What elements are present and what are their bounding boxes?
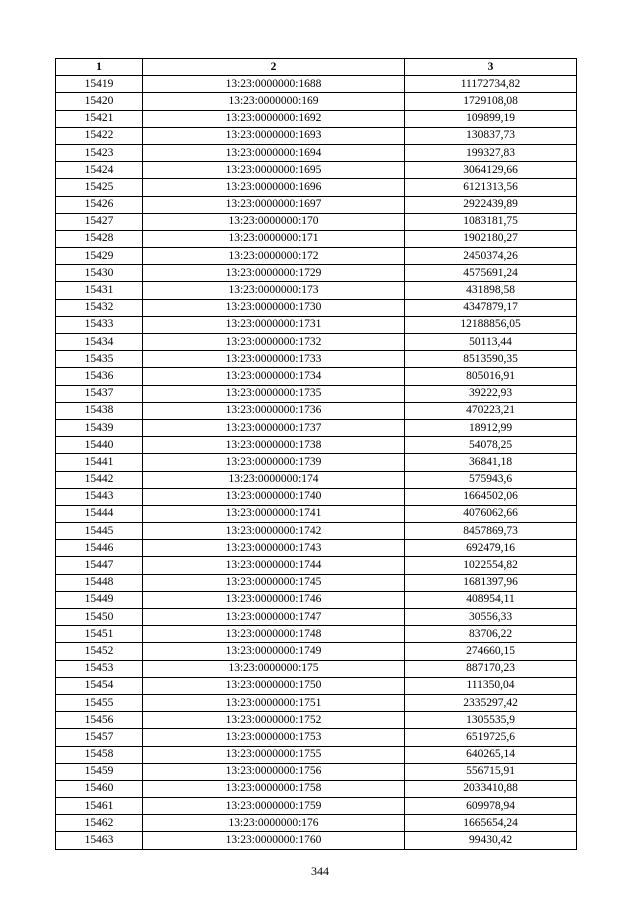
row-number-cell: 15463 [56, 832, 143, 849]
cadastral-number-cell: 13:23:0000000:1758 [143, 780, 405, 797]
row-number-cell: 15437 [56, 385, 143, 402]
row-number-cell: 15424 [56, 162, 143, 179]
cadastral-number-cell: 13:23:0000000:1759 [143, 798, 405, 815]
row-number-cell: 15455 [56, 694, 143, 711]
cadastral-number-cell: 13:23:0000000:1730 [143, 299, 405, 316]
value-cell: 2450374,26 [405, 248, 577, 265]
value-cell: 18912,99 [405, 419, 577, 436]
row-number-cell: 15451 [56, 626, 143, 643]
row-number-cell: 15442 [56, 471, 143, 488]
table-row [56, 299, 577, 316]
row-number-cell: 15435 [56, 351, 143, 368]
table-row [56, 282, 577, 299]
cadastral-number-cell: 13:23:0000000:171 [143, 230, 405, 247]
value-cell: 805016,91 [405, 368, 577, 385]
table-row [56, 402, 577, 419]
value-cell: 83706,22 [405, 626, 577, 643]
value-cell: 2033410,88 [405, 780, 577, 797]
value-cell: 2335297,42 [405, 694, 577, 711]
table-row [56, 626, 577, 643]
value-cell: 99430,42 [405, 832, 577, 849]
row-number-cell: 15448 [56, 574, 143, 591]
table-row [56, 609, 577, 626]
cadastral-number-cell: 13:23:0000000:1738 [143, 437, 405, 454]
table-row [56, 574, 577, 591]
cadastral-number-cell: 13:23:0000000:1750 [143, 677, 405, 694]
table-row [56, 248, 577, 265]
value-cell: 640265,14 [405, 746, 577, 763]
cadastral-number-cell: 13:23:0000000:1746 [143, 591, 405, 608]
cadastral-number-cell: 13:23:0000000:1743 [143, 540, 405, 557]
cadastral-number-cell: 13:23:0000000:1697 [143, 196, 405, 213]
value-cell: 130837,73 [405, 127, 577, 144]
table-row [56, 196, 577, 213]
row-number-cell: 15438 [56, 402, 143, 419]
value-cell: 431898,58 [405, 282, 577, 299]
value-cell: 3064129,66 [405, 162, 577, 179]
cadastral-number-cell: 13:23:0000000:176 [143, 815, 405, 832]
table-row [56, 780, 577, 797]
value-cell: 1729108,08 [405, 93, 577, 110]
table-row [56, 763, 577, 780]
value-cell: 36841,18 [405, 454, 577, 471]
row-number-cell: 15447 [56, 557, 143, 574]
row-number-cell: 15439 [56, 419, 143, 436]
table-row [56, 351, 577, 368]
cadastral-number-cell: 13:23:0000000:1752 [143, 712, 405, 729]
cadastral-number-cell: 13:23:0000000:1741 [143, 505, 405, 522]
table-row [56, 505, 577, 522]
row-number-cell: 15444 [56, 505, 143, 522]
table-row [56, 230, 577, 247]
row-number-cell: 15449 [56, 591, 143, 608]
value-cell: 1681397,96 [405, 574, 577, 591]
column-header-1: 1 [56, 59, 143, 76]
value-cell: 1022554,82 [405, 557, 577, 574]
table-row [56, 798, 577, 815]
cadastral-number-cell: 13:23:0000000:1739 [143, 454, 405, 471]
row-number-cell: 15430 [56, 265, 143, 282]
table-row [56, 437, 577, 454]
cadastral-number-cell: 13:23:0000000:174 [143, 471, 405, 488]
table-row [56, 385, 577, 402]
row-number-cell: 15420 [56, 93, 143, 110]
cadastral-number-cell: 13:23:0000000:1736 [143, 402, 405, 419]
value-cell: 6519725,6 [405, 729, 577, 746]
cadastral-number-cell: 13:23:0000000:1732 [143, 334, 405, 351]
row-number-cell: 15419 [56, 76, 143, 93]
table-row [56, 540, 577, 557]
cadastral-number-cell: 13:23:0000000:1747 [143, 609, 405, 626]
cadastral-number-cell: 13:23:0000000:1693 [143, 127, 405, 144]
value-cell: 54078,25 [405, 437, 577, 454]
row-number-cell: 15427 [56, 213, 143, 230]
row-number-cell: 15434 [56, 334, 143, 351]
table-row [56, 265, 577, 282]
value-cell: 109899,19 [405, 110, 577, 127]
cadastral-number-cell: 13:23:0000000:1694 [143, 144, 405, 161]
value-cell: 8457869,73 [405, 523, 577, 540]
row-number-cell: 15440 [56, 437, 143, 454]
cadastral-number-cell: 13:23:0000000:1756 [143, 763, 405, 780]
value-cell: 408954,11 [405, 591, 577, 608]
value-cell: 1902180,27 [405, 230, 577, 247]
row-number-cell: 15432 [56, 299, 143, 316]
column-header-2: 2 [143, 59, 405, 76]
row-number-cell: 15452 [56, 643, 143, 660]
row-number-cell: 15443 [56, 488, 143, 505]
data-table [55, 58, 577, 850]
page-number: 344 [311, 864, 329, 878]
cadastral-number-cell: 13:23:0000000:1751 [143, 694, 405, 711]
table-row [56, 746, 577, 763]
cadastral-number-cell: 13:23:0000000:1734 [143, 368, 405, 385]
cadastral-number-cell: 13:23:0000000:1753 [143, 729, 405, 746]
table-row [56, 454, 577, 471]
value-cell: 1665654,24 [405, 815, 577, 832]
value-cell: 274660,15 [405, 643, 577, 660]
table-row [56, 643, 577, 660]
row-number-cell: 15428 [56, 230, 143, 247]
row-number-cell: 15431 [56, 282, 143, 299]
value-cell: 887170,23 [405, 660, 577, 677]
value-cell: 1664502,06 [405, 488, 577, 505]
value-cell: 1305535,9 [405, 712, 577, 729]
value-cell: 199327,83 [405, 144, 577, 161]
value-cell: 2922439,89 [405, 196, 577, 213]
table-row [56, 729, 577, 746]
table-row [56, 127, 577, 144]
row-number-cell: 15445 [56, 523, 143, 540]
value-cell: 30556,33 [405, 609, 577, 626]
table-row [56, 471, 577, 488]
cadastral-number-cell: 13:23:0000000:170 [143, 213, 405, 230]
table-row [56, 368, 577, 385]
row-number-cell: 15429 [56, 248, 143, 265]
header-row [56, 59, 577, 76]
row-number-cell: 15462 [56, 815, 143, 832]
row-number-cell: 15450 [56, 609, 143, 626]
value-cell: 609978,94 [405, 798, 577, 815]
row-number-cell: 15422 [56, 127, 143, 144]
cadastral-number-cell: 13:23:0000000:1744 [143, 557, 405, 574]
row-number-cell: 15436 [56, 368, 143, 385]
table-row [56, 419, 577, 436]
cadastral-number-cell: 13:23:0000000:1748 [143, 626, 405, 643]
row-number-cell: 15433 [56, 316, 143, 333]
cadastral-number-cell: 13:23:0000000:173 [143, 282, 405, 299]
row-number-cell: 15456 [56, 712, 143, 729]
cadastral-number-cell: 13:23:0000000:172 [143, 248, 405, 265]
table-row [56, 712, 577, 729]
row-number-cell: 15453 [56, 660, 143, 677]
value-cell: 692479,16 [405, 540, 577, 557]
row-number-cell: 15458 [56, 746, 143, 763]
cadastral-number-cell: 13:23:0000000:1729 [143, 265, 405, 282]
value-cell: 4575691,24 [405, 265, 577, 282]
value-cell: 50113,44 [405, 334, 577, 351]
value-cell: 12188856,05 [405, 316, 577, 333]
table-row [56, 523, 577, 540]
table-row [56, 815, 577, 832]
row-number-cell: 15421 [56, 110, 143, 127]
row-number-cell: 15441 [56, 454, 143, 471]
table-row [56, 110, 577, 127]
cadastral-number-cell: 13:23:0000000:1692 [143, 110, 405, 127]
cadastral-number-cell: 13:23:0000000:1742 [143, 523, 405, 540]
table-header [56, 59, 577, 76]
cadastral-number-cell: 13:23:0000000:175 [143, 660, 405, 677]
value-cell: 39222,93 [405, 385, 577, 402]
cadastral-number-cell: 13:23:0000000:1745 [143, 574, 405, 591]
table-row [56, 488, 577, 505]
row-number-cell: 15459 [56, 763, 143, 780]
table-row [56, 677, 577, 694]
row-number-cell: 15461 [56, 798, 143, 815]
table-row [56, 76, 577, 93]
cadastral-number-cell: 13:23:0000000:1695 [143, 162, 405, 179]
cadastral-number-cell: 13:23:0000000:1696 [143, 179, 405, 196]
table-row [56, 832, 577, 849]
table-row [56, 144, 577, 161]
column-header-3: 3 [405, 59, 577, 76]
cadastral-number-cell: 13:23:0000000:1733 [143, 351, 405, 368]
value-cell: 556715,91 [405, 763, 577, 780]
cadastral-number-cell: 13:23:0000000:1688 [143, 76, 405, 93]
value-cell: 4347879,17 [405, 299, 577, 316]
cadastral-number-cell: 13:23:0000000:1740 [143, 488, 405, 505]
table-row [56, 694, 577, 711]
cadastral-number-cell: 13:23:0000000:1737 [143, 419, 405, 436]
row-number-cell: 15426 [56, 196, 143, 213]
value-cell: 575943,6 [405, 471, 577, 488]
table-body [56, 76, 577, 849]
table-row [56, 660, 577, 677]
value-cell: 1083181,75 [405, 213, 577, 230]
table-row [56, 162, 577, 179]
value-cell: 4076062,66 [405, 505, 577, 522]
table-row [56, 334, 577, 351]
table-row [56, 213, 577, 230]
cadastral-number-cell: 13:23:0000000:169 [143, 93, 405, 110]
cadastral-number-cell: 13:23:0000000:1735 [143, 385, 405, 402]
cadastral-number-cell: 13:23:0000000:1755 [143, 746, 405, 763]
cadastral-number-cell: 13:23:0000000:1760 [143, 832, 405, 849]
cadastral-number-cell: 13:23:0000000:1731 [143, 316, 405, 333]
row-number-cell: 15457 [56, 729, 143, 746]
row-number-cell: 15460 [56, 780, 143, 797]
value-cell: 6121313,56 [405, 179, 577, 196]
table-row [56, 179, 577, 196]
table-row [56, 591, 577, 608]
table-row [56, 93, 577, 110]
value-cell: 8513590,35 [405, 351, 577, 368]
value-cell: 111350,04 [405, 677, 577, 694]
table-row [56, 316, 577, 333]
row-number-cell: 15423 [56, 144, 143, 161]
table-row [56, 557, 577, 574]
value-cell: 470223,21 [405, 402, 577, 419]
row-number-cell: 15425 [56, 179, 143, 196]
cadastral-number-cell: 13:23:0000000:1749 [143, 643, 405, 660]
row-number-cell: 15446 [56, 540, 143, 557]
row-number-cell: 15454 [56, 677, 143, 694]
value-cell: 11172734,82 [405, 76, 577, 93]
